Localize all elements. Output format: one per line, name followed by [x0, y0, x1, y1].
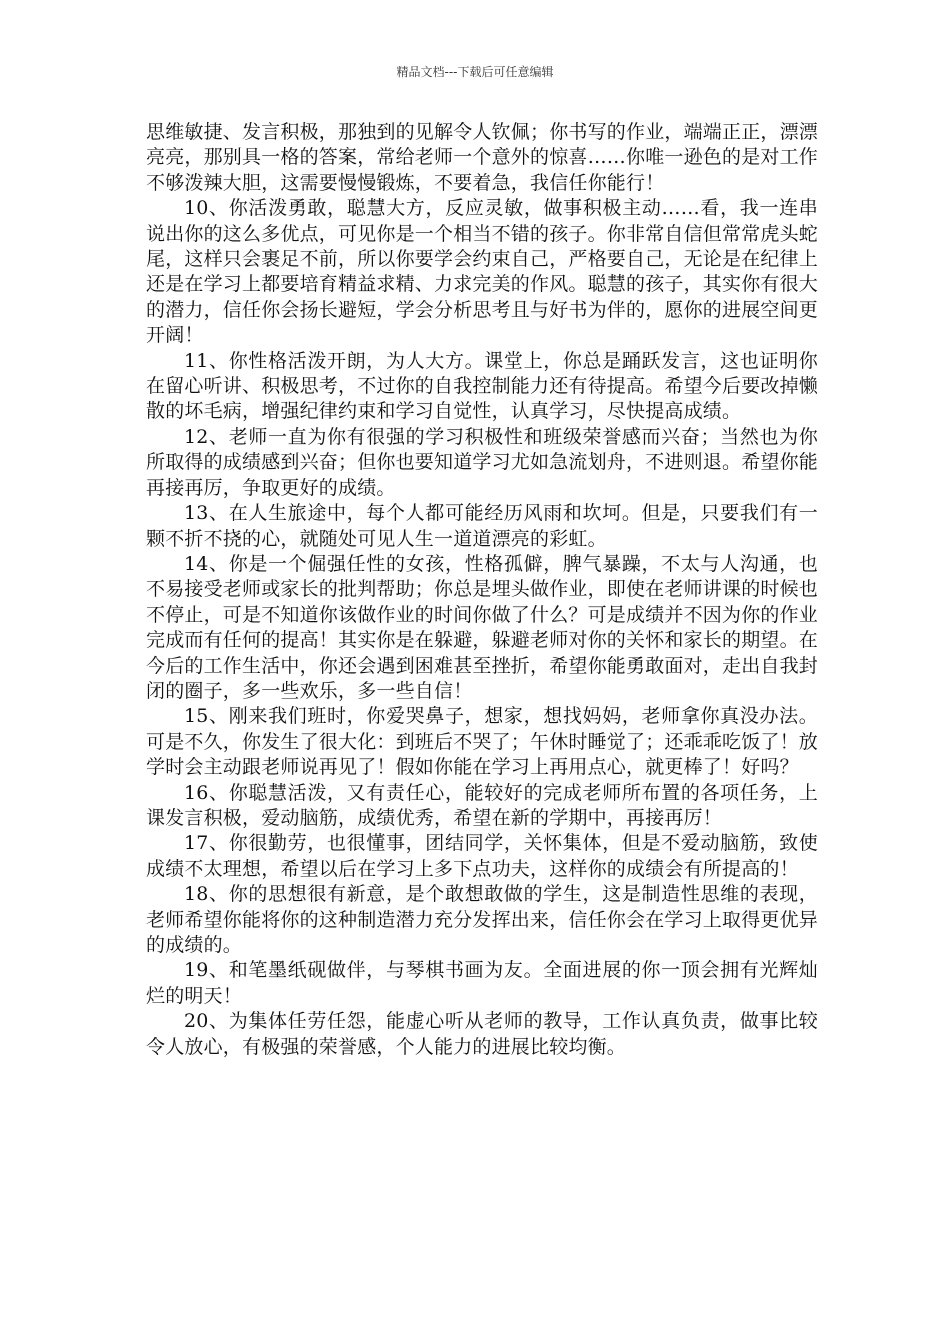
document-body	[146, 120, 818, 1060]
paragraph-item-16: 16、你聪慧活泼，又有责任心，能较好的完成老师所布置的各项任务，上课发言积极，爱动脑筋，成绩优秀，希望在新的学期中，再接再厉！	[146, 781, 818, 829]
paragraph-item-11: 11、你性格活泼开朗，为人大方。课堂上，你总是踊跃发言，这也证明你在留心听讲、积极思考，不过你的自我控制能力还有待提高。希望今后要改掉懒散的坏毛病，增强纪律约束和学习自觉性，认真学习，尽快提高成绩。	[146, 349, 819, 423]
paragraph-item-18: 18、你的思想很有新意，是个敢想敢做的学生，这是制造性思维的表现，老师希望你能将你的这种制造潜力充分发挥出来，信任你会在学习上取得更优异的成绩的。	[146, 883, 819, 956]
paragraph-item-20: 20、为集体任劳任怨，能虚心听从老师的教导，工作认真负责，做事比较令人放心，有极强的荣誉感，个人能力的进展比较均衡。	[146, 1010, 818, 1058]
paragraph-item-15: 15、刚来我们班时，你爱哭鼻子，想家，想找妈妈，老师拿你真没办法。可是不久，你发生了很大化：到班后不哭了；午休时睡觉了；还乖乖吃饭了！放学时会主动跟老师说再见了！假如你能在学习上再用点心，就更棒了！好吗？	[146, 705, 819, 779]
paragraph-item-14: 14、你是一个倔强任性的女孩，性格孤僻，脾气暴躁，不太与人沟通，也不易接受老师或家长的批判帮助；你总是埋头做作业，即使在老师讲课的时候也不停止，可是不知道你该做作业的时间你做了什么？可是成绩并不因为你的作业完成而有任何的提高！其实你是在躲避，躲避老师对你的关怀和家长的期望。在今后的工作生活中，你还会遇到困难甚至挫折，希望你能勇敢面对，走出自我封闭的圈子，多一些欢乐，多一些自信！	[146, 552, 819, 702]
paragraph-item-17: 17、你很勤劳，也很懂事，团结同学，关怀集体，但是不爱动脑筋，致使成绩不太理想，希望以后在学习上多下点功夫，这样你的成绩会有所提高的！	[146, 832, 818, 880]
paragraph-item-19: 19、和笔墨纸砚做伴，与琴棋书画为友。全面进展的你一顶会拥有光辉灿烂的明天！	[146, 959, 818, 1007]
paragraph-item-13: 13、在人生旅途中，每个人都可能经历风雨和坎坷。但是，只要我们有一颗不折不挠的心，就随处可见人生一道道漂亮的彩虹。	[146, 502, 818, 550]
paragraph-item-12: 12、老师一直为你有很强的学习积极性和班级荣誉感而兴奋；当然也为你所取得的成绩感到兴奋；但你也要知道学习尤如急流划舟，不进则退。希望你能再接再厉，争取更好的成绩。	[146, 425, 819, 499]
paragraph-continuation: 思维敏捷、发言积极，那独到的见解令人钦佩；你书写的作业，端端正正，漂漂亮亮，那别具一格的答案，常给老师一个意外的惊喜……你唯一逊色的是对工作不够泼辣大胆，这需要慢慢锻炼，不要着急，我信任你能行！	[146, 121, 819, 194]
paragraph-item-10: 10、你活泼勇敢，聪慧大方，反应灵敏，做事积极主动……看，我一连串说出你的这么多优点，可见你是一个相当不错的孩子。你非常自信但常常虎头蛇尾，这样只会裹足不前，所以你要学会约束自己，严格要自己，无论是在纪律上还是在学习上都要培育精益求精、力求完美的作风。聪慧的孩子，其实你有很大的潜力，信任你会扬长避短，学会分析思考且与好书为伴的，愿你的进展空间更开阔！	[146, 197, 819, 347]
page-header: 精品文档---下载后可任意编辑	[396, 65, 554, 79]
